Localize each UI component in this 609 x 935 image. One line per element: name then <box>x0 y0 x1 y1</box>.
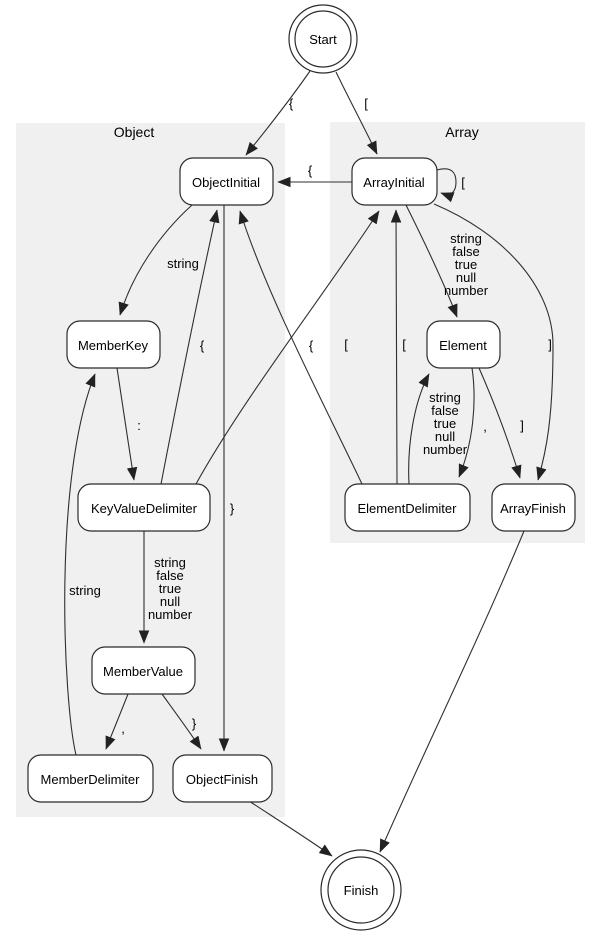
edge-label-key-value-delimiter-to-object-initial: { <box>199 338 205 353</box>
edge-label-array-initial-to-array-finish: ] <box>548 337 552 352</box>
edge-label-member-key-to-key-value-delimiter: : <box>137 418 141 433</box>
node-finish-label: Finish <box>343 883 379 898</box>
svg-text:null: null <box>159 594 181 609</box>
node-member-value-label: MemberValue <box>103 664 183 679</box>
cluster-array-label: Array <box>445 124 479 140</box>
node-key-value-delimiter <box>78 484 210 531</box>
svg-text:string: string <box>450 231 482 246</box>
svg-text:true: true <box>433 416 457 431</box>
svg-text:null: null <box>434 429 456 444</box>
node-object-finish-label: ObjectFinish <box>185 772 259 787</box>
svg-text:null: null <box>455 270 477 285</box>
cluster-object <box>16 123 285 817</box>
node-object-initial-label: ObjectInitial <box>192 175 260 190</box>
node-element <box>427 321 500 368</box>
node-member-key <box>67 321 160 368</box>
edge-label-key-value-delimiter-to-array-initial: [ <box>344 337 348 352</box>
node-member-value <box>92 647 195 694</box>
node-element-label: Element <box>439 338 487 353</box>
svg-text:false: false <box>452 244 480 259</box>
edge-label-array-initial-self-loop: [ <box>461 175 465 190</box>
svg-text:true: true <box>454 257 478 272</box>
svg-text:number: number <box>422 442 468 457</box>
svg-text:true: true <box>158 581 182 596</box>
node-key-value-delimiter-label: KeyValueDelimiter <box>91 501 197 516</box>
svg-text:false: false <box>156 568 184 583</box>
node-start-label: Start <box>309 32 337 47</box>
node-array-initial-label: ArrayInitial <box>363 175 425 190</box>
edge-label-start-to-object-initial: { <box>288 96 294 111</box>
svg-text:string: string <box>154 555 186 570</box>
node-array-initial <box>352 158 437 205</box>
cluster-object-label: Object <box>113 124 155 140</box>
node-array-finish-label: ArrayFinish <box>500 501 566 516</box>
edge-label-array-initial-to-object-initial: { <box>307 163 313 178</box>
edge-label-object-initial-to-object-finish: } <box>229 501 235 516</box>
edge-label-element-delimiter-to-array-initial: [ <box>402 337 406 352</box>
node-element-delimiter-label: ElementDelimiter <box>357 501 457 516</box>
node-object-finish <box>173 755 272 802</box>
node-array-finish <box>492 484 575 531</box>
node-finish <box>321 850 401 930</box>
node-member-delimiter <box>28 755 153 802</box>
svg-text:number: number <box>147 607 193 622</box>
node-object-initial <box>180 158 273 205</box>
edge-label-element-delimiter-to-object-initial: { <box>308 338 314 353</box>
edge-label-member-value-to-object-finish: } <box>191 716 197 731</box>
node-member-key-label: MemberKey <box>77 338 149 353</box>
edge-label-member-value-to-member-delimiter: , <box>121 721 125 736</box>
svg-text:string: string <box>429 390 461 405</box>
node-member-delimiter-label: MemberDelimiter <box>40 772 140 787</box>
edge-label-element-to-array-finish: ] <box>520 418 524 433</box>
node-element-delimiter <box>345 484 470 531</box>
edge-label-start-to-array-initial: [ <box>364 96 368 111</box>
edge-object-finish-to-finish <box>249 801 332 856</box>
edge-label-element-to-element-delimiter: , <box>483 419 487 434</box>
edge-label-object-initial-to-member-key: string <box>167 256 199 271</box>
edge-label-member-delimiter-to-member-key: string <box>69 583 101 598</box>
node-start <box>289 5 357 73</box>
svg-text:number: number <box>443 283 489 298</box>
edge-array-finish-to-finish <box>380 531 524 852</box>
svg-text:false: false <box>431 403 459 418</box>
